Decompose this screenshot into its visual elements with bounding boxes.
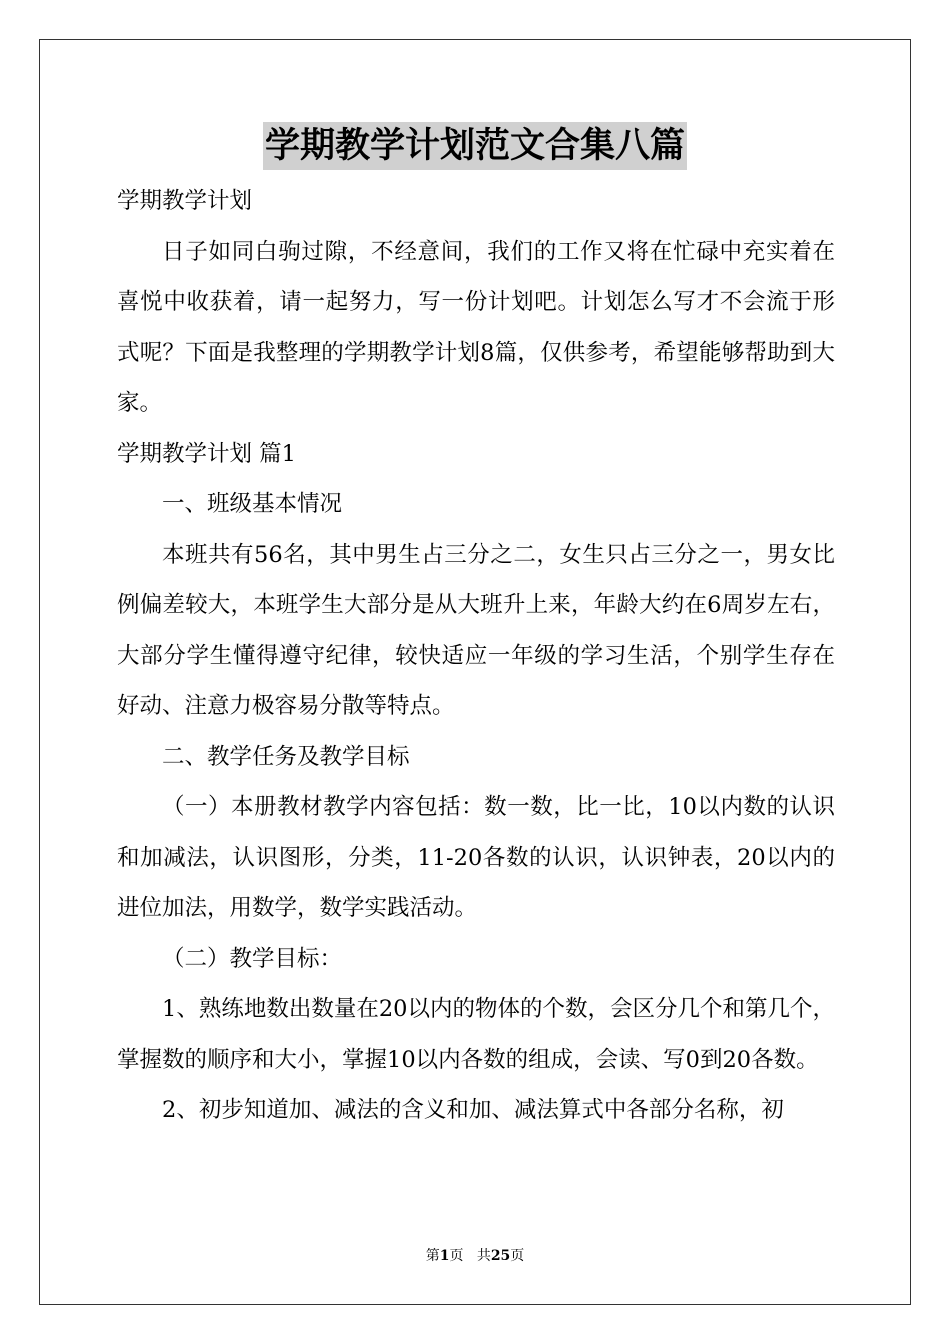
paragraph: 1、熟练地数出数量在20以内的物体的个数，会区分几个和第几个，掌握数的顺序和大小，掌握10以内各数的组成，会读、写0到20各数。 xyxy=(117,996,835,1073)
document-body xyxy=(117,176,835,1136)
page-suffix: 页 xyxy=(449,1248,464,1264)
paragraph: （一）本册教材教学内容包括：数一数，比一比，10以内数的认识和加减法，认识图形，分类，11-20各数的认识，认识钟表，20以内的进位加法，用数学，数学实践活动。 xyxy=(117,794,835,921)
paragraph: 学期教学计划 xyxy=(117,188,253,214)
title-wrap xyxy=(0,122,950,170)
section-heading: 二、教学任务及教学目标 xyxy=(162,743,410,770)
paragraph: 学期教学计划 篇1 xyxy=(117,440,296,467)
paragraph: （二）教学目标： xyxy=(162,945,343,972)
section-heading: 一、班级基本情况 xyxy=(162,491,343,517)
page-footer xyxy=(0,1246,950,1266)
page-number: 1 xyxy=(439,1248,450,1264)
total-pages: 25 xyxy=(490,1248,511,1264)
document-title: 学期教学计划范文合集八篇 xyxy=(263,122,687,170)
total-prefix: 共 xyxy=(476,1248,491,1264)
page-prefix: 第 xyxy=(425,1248,440,1264)
paragraph: 本班共有56名，其中男生占三分之二，女生只占三分之一，男女比例偏差较大，本班学生大部分是从大班升上来，年龄大约在6周岁左右，大部分学生懂得遵守纪律，较快适应一年级的学习生活，个别学生存在好动、注意力极容易分散等特点。 xyxy=(117,541,835,719)
total-suffix: 页 xyxy=(510,1248,525,1264)
paragraph: 日子如同白驹过隙，不经意间，我们的工作又将在忙碌中充实着在喜悦中收获着，请一起努力，写一份计划吧。计划怎么写才不会流于形式呢？下面是我整理的学期教学计划8篇，仅供参考，希望能够帮助到大家。 xyxy=(117,238,835,416)
paragraph: 2、初步知道加、减法的含义和加、减法算式中各部分名称，初 xyxy=(162,1097,784,1123)
